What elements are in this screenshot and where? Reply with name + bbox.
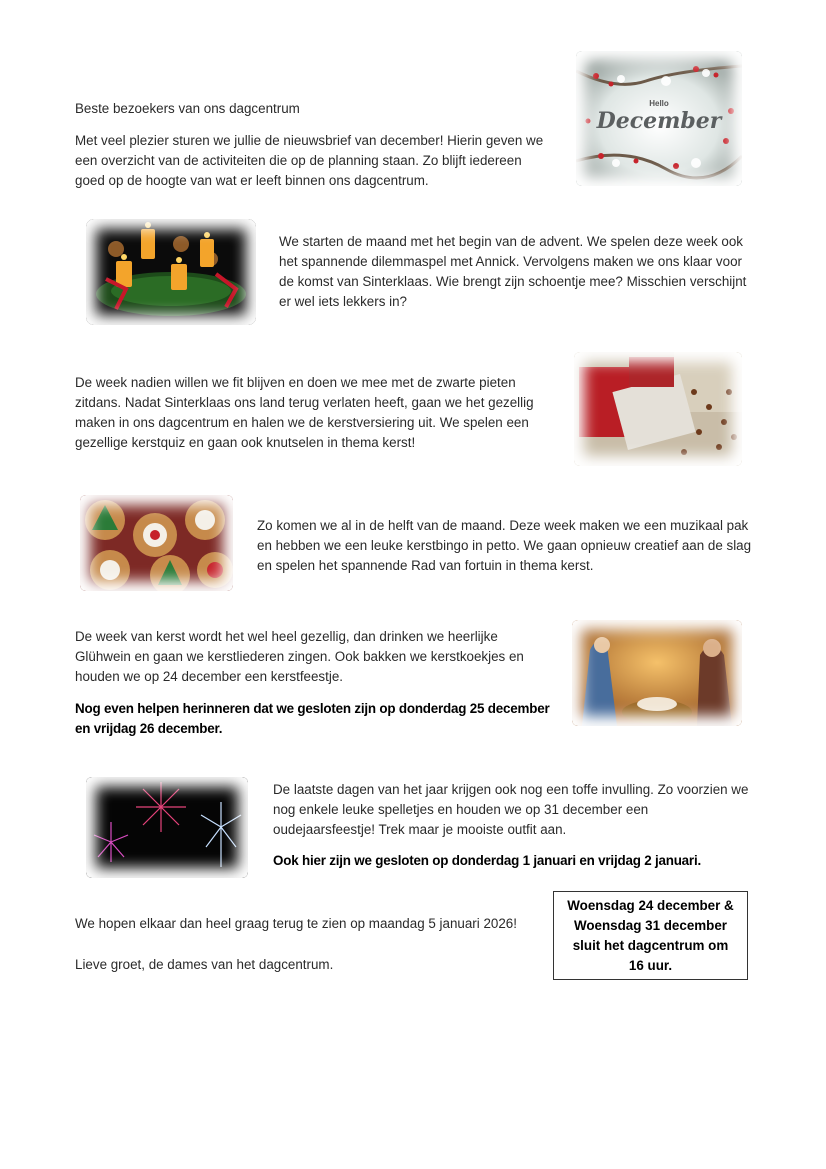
closing-notice-newyear-text: Ook hier zijn we gesloten op donderdag 1 januari en vrijdag 2 januari. (273, 853, 701, 868)
closing-notice-christmas-text: Nog even helpen herinneren dat we gesloten zijn op donderdag 25 december en vrijdag 26 december. (75, 701, 550, 736)
section-oudejaar-text: De laatste dagen van het jaar krijgen ook nog een toffe invulling. Zo voorzien we nog enkele leuke spelletjes en houden we op 31 december een oudejaarsfeestje! Trek maar je mooiste outfit aan. (273, 782, 749, 837)
section-pieten-text: De week nadien willen we fit blijven en doen we mee met de zwarte pieten zitdans. Nadat Sinterklaas ons land terug verlaten heeft, gaan we het gezellig maken in ons dagcentrum en halen we de kerstversiering uit. We spelen een gezellige kerstquiz en gaan ook knutselen in thema kerst! (75, 375, 534, 450)
section-oudejaar (273, 780, 753, 840)
notice-line: Woensdag 24 december & (567, 897, 734, 913)
hello-december-image (576, 51, 742, 186)
nativity-image (572, 620, 742, 726)
opening-hours-notice (553, 891, 748, 980)
notice-lines (567, 896, 733, 976)
section-kerst (75, 627, 545, 687)
sinterklaas-gifts-image (574, 352, 742, 466)
fireworks-illustration (86, 777, 248, 878)
hello-label: Hello (649, 99, 669, 108)
notice-line: 16 uur. (628, 957, 673, 973)
intro-text: Met veel plezier sturen we jullie de nieuwsbrief van december! Hierin geven we een overzicht van de activiteiten die op de planning staan. Zo blijft iedereen goed op de hoogte van wat er leeft binnen ons dagcentrum. (75, 133, 544, 188)
section-kerst-text: De week van kerst wordt het wel heel gezellig, dan drinken we heerlijke Glühwein en gaan we kerstliederen zingen. Ook bakken we kerstkoekjes en houden we op 24 december een kerstfeestje. (75, 629, 524, 684)
section-advent (279, 232, 759, 312)
signoff (75, 955, 545, 975)
section-pieten (75, 373, 555, 453)
greeting-text: Beste bezoekers van ons dagcentrum (75, 101, 300, 116)
advent-wreath-image (86, 219, 256, 325)
section-bingo-text: Zo komen we al in de helft van de maand. Deze week maken we een muzikaal pak en hebben we een leuke kerstbingo in petto. We gaan opnieuw creatief aan de slag en spelen het spannende Rad van fortuin in thema kerst. (257, 518, 752, 573)
hello-december-illustration (576, 51, 742, 186)
closing-notice-newyear (273, 851, 753, 871)
sinterklaas-gifts-illustration (574, 352, 742, 466)
closing-text: We hopen elkaar dan heel graag terug te zien op maandag 5 januari 2026! (75, 916, 517, 931)
section-bingo (257, 516, 752, 576)
closing-line (75, 914, 545, 934)
greeting (75, 99, 545, 119)
december-label: December (596, 108, 722, 134)
closing-notice-christmas (75, 699, 555, 739)
christmas-cookies-illustration (80, 495, 233, 591)
intro-paragraph (75, 131, 547, 191)
advent-wreath-illustration (86, 219, 256, 325)
notice-line: sluit het dagcentrum om (572, 937, 729, 953)
notice-line: Woensdag 31 december (573, 917, 728, 933)
fireworks-image (86, 777, 248, 878)
signoff-text: Lieve groet, de dames van het dagcentrum. (75, 957, 334, 972)
christmas-cookies-image (80, 495, 233, 591)
section-advent-text: We starten de maand met het begin van de advent. We spelen deze week ook het spannende dilemmaspel met Annick. Vervolgens maken we ons klaar voor de komst van Sinterklaas. Wie brengt zijn schoentje mee? Misschien verschijnt er wel iets lekkers in? (279, 234, 747, 309)
nativity-illustration (572, 620, 742, 726)
